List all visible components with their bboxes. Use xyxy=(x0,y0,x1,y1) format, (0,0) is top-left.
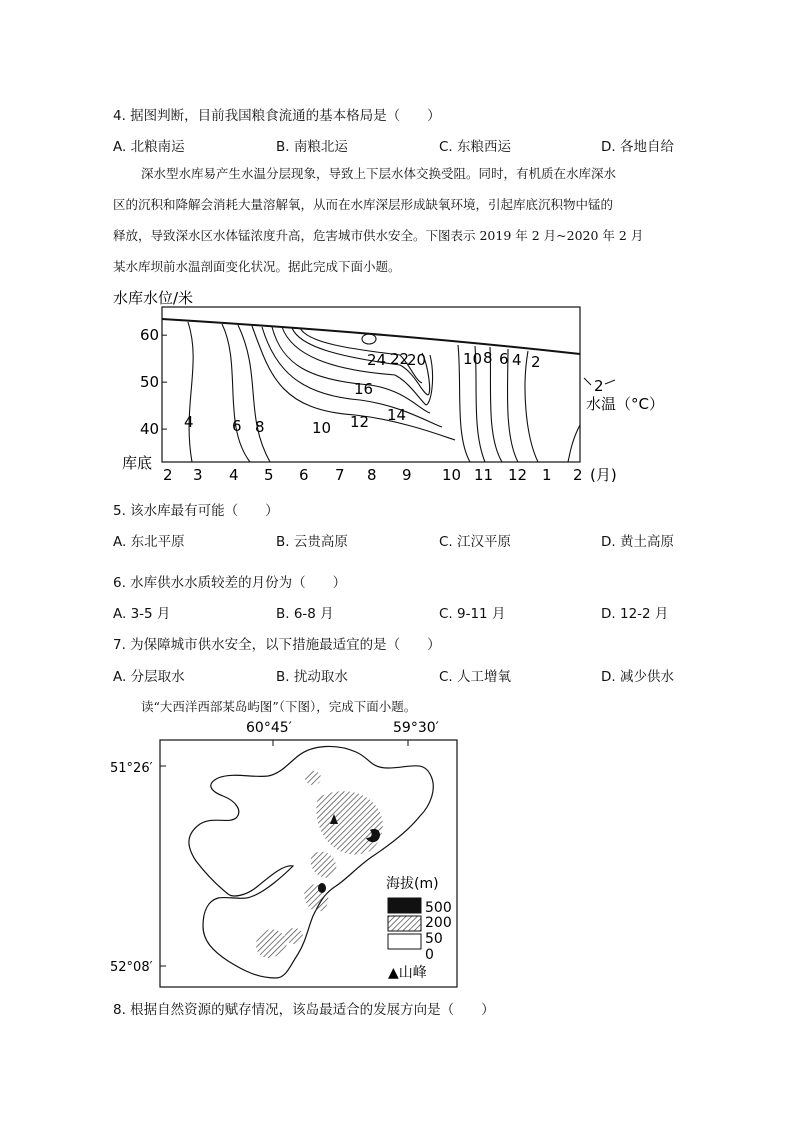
q7-stem: 7. 为保障城市供水安全，以下措施最适宜的是（ ） xyxy=(113,637,441,653)
passage-line: 某水库坝前水温剖面变化状况。据此完成下面小题。 xyxy=(113,259,401,274)
x-tick-label: 12 xyxy=(508,466,528,484)
isotherm-24 xyxy=(362,334,376,344)
q4-option-d: D. 各地自给 xyxy=(601,139,674,155)
q6-stem: 6. 水库供水水质较差的月份为（ ） xyxy=(113,575,347,591)
x-tick-label: 7 xyxy=(335,466,345,484)
lat-label: 52°08′ xyxy=(110,960,153,975)
legend-swatch-50 xyxy=(388,934,421,949)
x-tick-label: 1 xyxy=(542,466,552,484)
passage-line: 区的沉积和降解会消耗大量溶解氧，从而在水库深层形成缺氧环境，引起库底沉积物中锰的 xyxy=(113,197,614,212)
contour-label: 4 xyxy=(512,351,522,369)
contour-label: 6 xyxy=(499,350,509,368)
contour-label: 8 xyxy=(255,418,265,436)
x-tick-label: 2 xyxy=(163,466,173,484)
contour-label: 20 xyxy=(407,351,427,369)
x-tick-label: 10 xyxy=(442,466,462,484)
isotherm-8-left xyxy=(238,325,270,462)
x-tick-label: 5 xyxy=(264,466,274,484)
y-tick-label: 50 xyxy=(140,373,160,392)
contour-label: 10 xyxy=(312,419,332,437)
elevation-200-500 xyxy=(318,883,326,893)
passage-island: 读“大西洋西部某岛屿图”（下图），完成下面小题。 xyxy=(141,699,417,714)
passage-line: 深水型水库易产生水温分层现象，导致上下层水体交换受阻。同时，有机质在水库深水 xyxy=(141,166,617,181)
x-tick-label: 8 xyxy=(367,466,377,484)
q7-option-b: B. 扰动取水 xyxy=(276,669,348,685)
q5-option-b: B. 云贵高原 xyxy=(276,534,348,550)
lat-label: 51°26′ xyxy=(110,761,153,776)
x-tick-label: 2 xyxy=(573,466,583,484)
isotherm-4-left xyxy=(188,322,193,462)
isotherm-edge xyxy=(568,425,580,462)
q6-option-b: B. 6-8 月 xyxy=(276,606,334,622)
contour-label: 24 xyxy=(367,351,387,369)
q5-option-d: D. 黄土高原 xyxy=(601,534,674,550)
isotherm-lines xyxy=(188,322,580,462)
water-surface-line xyxy=(162,319,580,354)
contour-label: 6 xyxy=(232,417,242,435)
y-tick-label: 40 xyxy=(140,420,160,439)
island-map xyxy=(108,716,468,988)
legend-title: 海拔(m) xyxy=(386,876,439,892)
legend-value: 50 xyxy=(425,931,443,947)
x-tick-label: 3 xyxy=(193,466,203,484)
lon-label: 60°45′ xyxy=(246,720,292,736)
q4-stem: 4. 据图判断，目前我国粮食流通的基本格局是（ ） xyxy=(113,108,441,124)
contour-label: 22 xyxy=(390,350,410,368)
q6-option-a: A. 3-5 月 xyxy=(113,606,171,622)
legend-tick xyxy=(605,380,615,384)
q5-option-c: C. 江汉平原 xyxy=(439,534,512,550)
contour-label: 10 xyxy=(463,350,483,368)
reservoir-temperature-chart xyxy=(110,285,670,485)
x-tick-label: 6 xyxy=(299,466,309,484)
q4-option-c: C. 东粮西运 xyxy=(439,139,512,155)
contour-label: 8 xyxy=(483,349,493,367)
elevation-50-200 xyxy=(305,771,321,785)
contour-labels xyxy=(184,349,541,437)
q5-stem: 5. 该水库最有可能（ ） xyxy=(113,503,279,519)
passage-line: 释放，导致深水区水体锰浓度升高，危害城市供水安全。下图表示 2019 年 2 月~2020 年 2 月 xyxy=(113,228,644,243)
q7-option-a: A. 分层取水 xyxy=(113,669,185,685)
q6-option-c: C. 9-11 月 xyxy=(439,606,506,622)
contour-label: 2 xyxy=(531,353,541,371)
legend-value: 0 xyxy=(425,947,434,963)
y-tick-label: 60 xyxy=(140,326,160,345)
legend-swatch-200 xyxy=(388,916,421,931)
q4-option-a: A. 北粮南运 xyxy=(113,139,185,155)
lon-label: 59°30′ xyxy=(393,720,439,736)
y-bottom-label: 库底 xyxy=(122,454,153,472)
q6-option-d: D. 12-2 月 xyxy=(601,606,669,622)
contour-label: 4 xyxy=(184,413,194,431)
chart-ylabel: 水库水位/米 xyxy=(113,289,194,307)
legend-label: 水温（°C） xyxy=(586,395,664,413)
x-unit: (月) xyxy=(590,466,617,484)
x-tick-label: 11 xyxy=(474,466,494,484)
q8-stem: 8. 根据自然资源的赋存情况，该岛最适合的发展方向是（ ） xyxy=(113,1002,495,1018)
q5-option-a: A. 东北平原 xyxy=(113,534,185,550)
legend-tick xyxy=(584,378,591,385)
contour-label: 16 xyxy=(354,380,374,398)
elevation-50-200 xyxy=(285,928,303,944)
legend-swatch-500 xyxy=(388,898,421,913)
q4-option-b: B. 南粮北运 xyxy=(276,139,348,155)
isotherm-12 xyxy=(262,327,442,427)
legend-value: 500 xyxy=(425,900,452,916)
contour-label: 12 xyxy=(350,413,370,431)
q7-option-d: D. 减少供水 xyxy=(601,669,674,685)
x-tick-label: 4 xyxy=(229,466,239,484)
q7-option-c: C. 人工增氧 xyxy=(439,669,512,685)
passage-reservoir xyxy=(113,158,688,282)
contour-label: 14 xyxy=(387,406,407,424)
legend-value: 200 xyxy=(425,915,452,931)
legend-value: 2 xyxy=(594,377,604,395)
legend-peak: ▲山峰 xyxy=(388,965,427,981)
x-tick-label: 9 xyxy=(402,466,412,484)
